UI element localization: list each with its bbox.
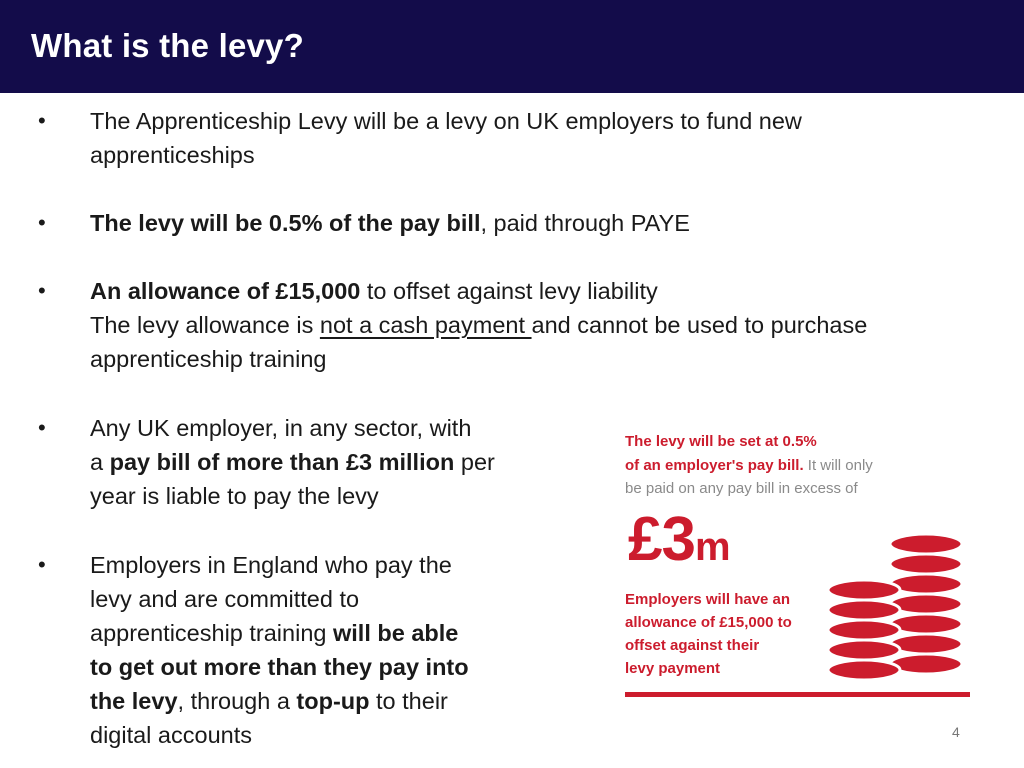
title-bar <box>0 0 1024 93</box>
text-line: year is liable to pay the levy <box>90 483 379 509</box>
coin-stacks-icon <box>820 524 970 684</box>
bold-text: to get out more than they pay into <box>90 654 469 680</box>
bullet-levy-definition <box>90 104 802 172</box>
info-text: The levy will be set at 0.5% <box>625 433 817 450</box>
bullet-marker: • <box>38 108 46 133</box>
text-span: to their <box>369 688 448 714</box>
page-title: What is the levy? <box>31 27 304 64</box>
threshold-amount <box>628 505 731 574</box>
bullet-marker: • <box>38 210 46 235</box>
text-line: Employers in England who pay the <box>90 552 452 578</box>
text-span: a <box>90 449 110 475</box>
bold-text: The levy will be 0.5% of the pay bill <box>90 210 481 236</box>
bold-text: An allowance of £15,000 <box>90 278 361 304</box>
text-span: and cannot be used to purchase <box>531 312 868 338</box>
text-span: per <box>454 449 495 475</box>
page-number: 4 <box>952 724 960 740</box>
text-line: apprenticeship training <box>90 346 327 372</box>
bold-text: top-up <box>296 688 370 714</box>
bold-text: will be able <box>333 620 459 646</box>
info-text: It will only <box>803 457 873 474</box>
text-span: to offset against levy liability <box>360 278 658 304</box>
bullet-levy-rate <box>90 206 690 240</box>
info-text: of an employer's pay bill. <box>625 457 804 474</box>
bullet-eligible-employers <box>90 411 495 513</box>
text-line: digital accounts <box>90 722 252 748</box>
infographic-rule <box>625 692 970 697</box>
text-line: The Apprenticeship Levy will be a levy on UK employers to fund new <box>90 108 802 134</box>
text-line: Any UK employer, in any sector, with <box>90 415 472 441</box>
info-caption: Employers will have an <box>625 591 791 608</box>
text-span: , through a <box>177 688 297 714</box>
info-text-line <box>625 456 873 476</box>
amount-value: £3 <box>628 505 695 574</box>
bullet-marker: • <box>38 415 46 440</box>
info-text: be paid on any pay bill in excess of <box>625 480 858 497</box>
bullet-top-up <box>90 548 469 752</box>
text-span: apprenticeship training <box>90 620 333 646</box>
text-line: levy and are committed to <box>90 586 360 612</box>
bold-text: the levy <box>90 688 178 714</box>
underlined-text: not a cash payment <box>319 312 532 338</box>
text-span: , paid through PAYE <box>480 210 690 236</box>
info-caption: allowance of £15,000 to <box>625 614 792 631</box>
bold-text: pay bill of more than £3 million <box>109 449 455 475</box>
info-caption: offset against their <box>625 637 760 654</box>
bullet-marker: • <box>38 278 46 303</box>
text-span: The levy allowance is <box>90 312 320 338</box>
bullet-allowance <box>90 274 867 376</box>
text-line: apprenticeships <box>90 142 255 168</box>
bullet-marker: • <box>38 552 46 577</box>
info-caption: levy payment <box>625 660 721 677</box>
levy-infographic <box>620 424 980 700</box>
amount-unit: m <box>694 525 731 569</box>
